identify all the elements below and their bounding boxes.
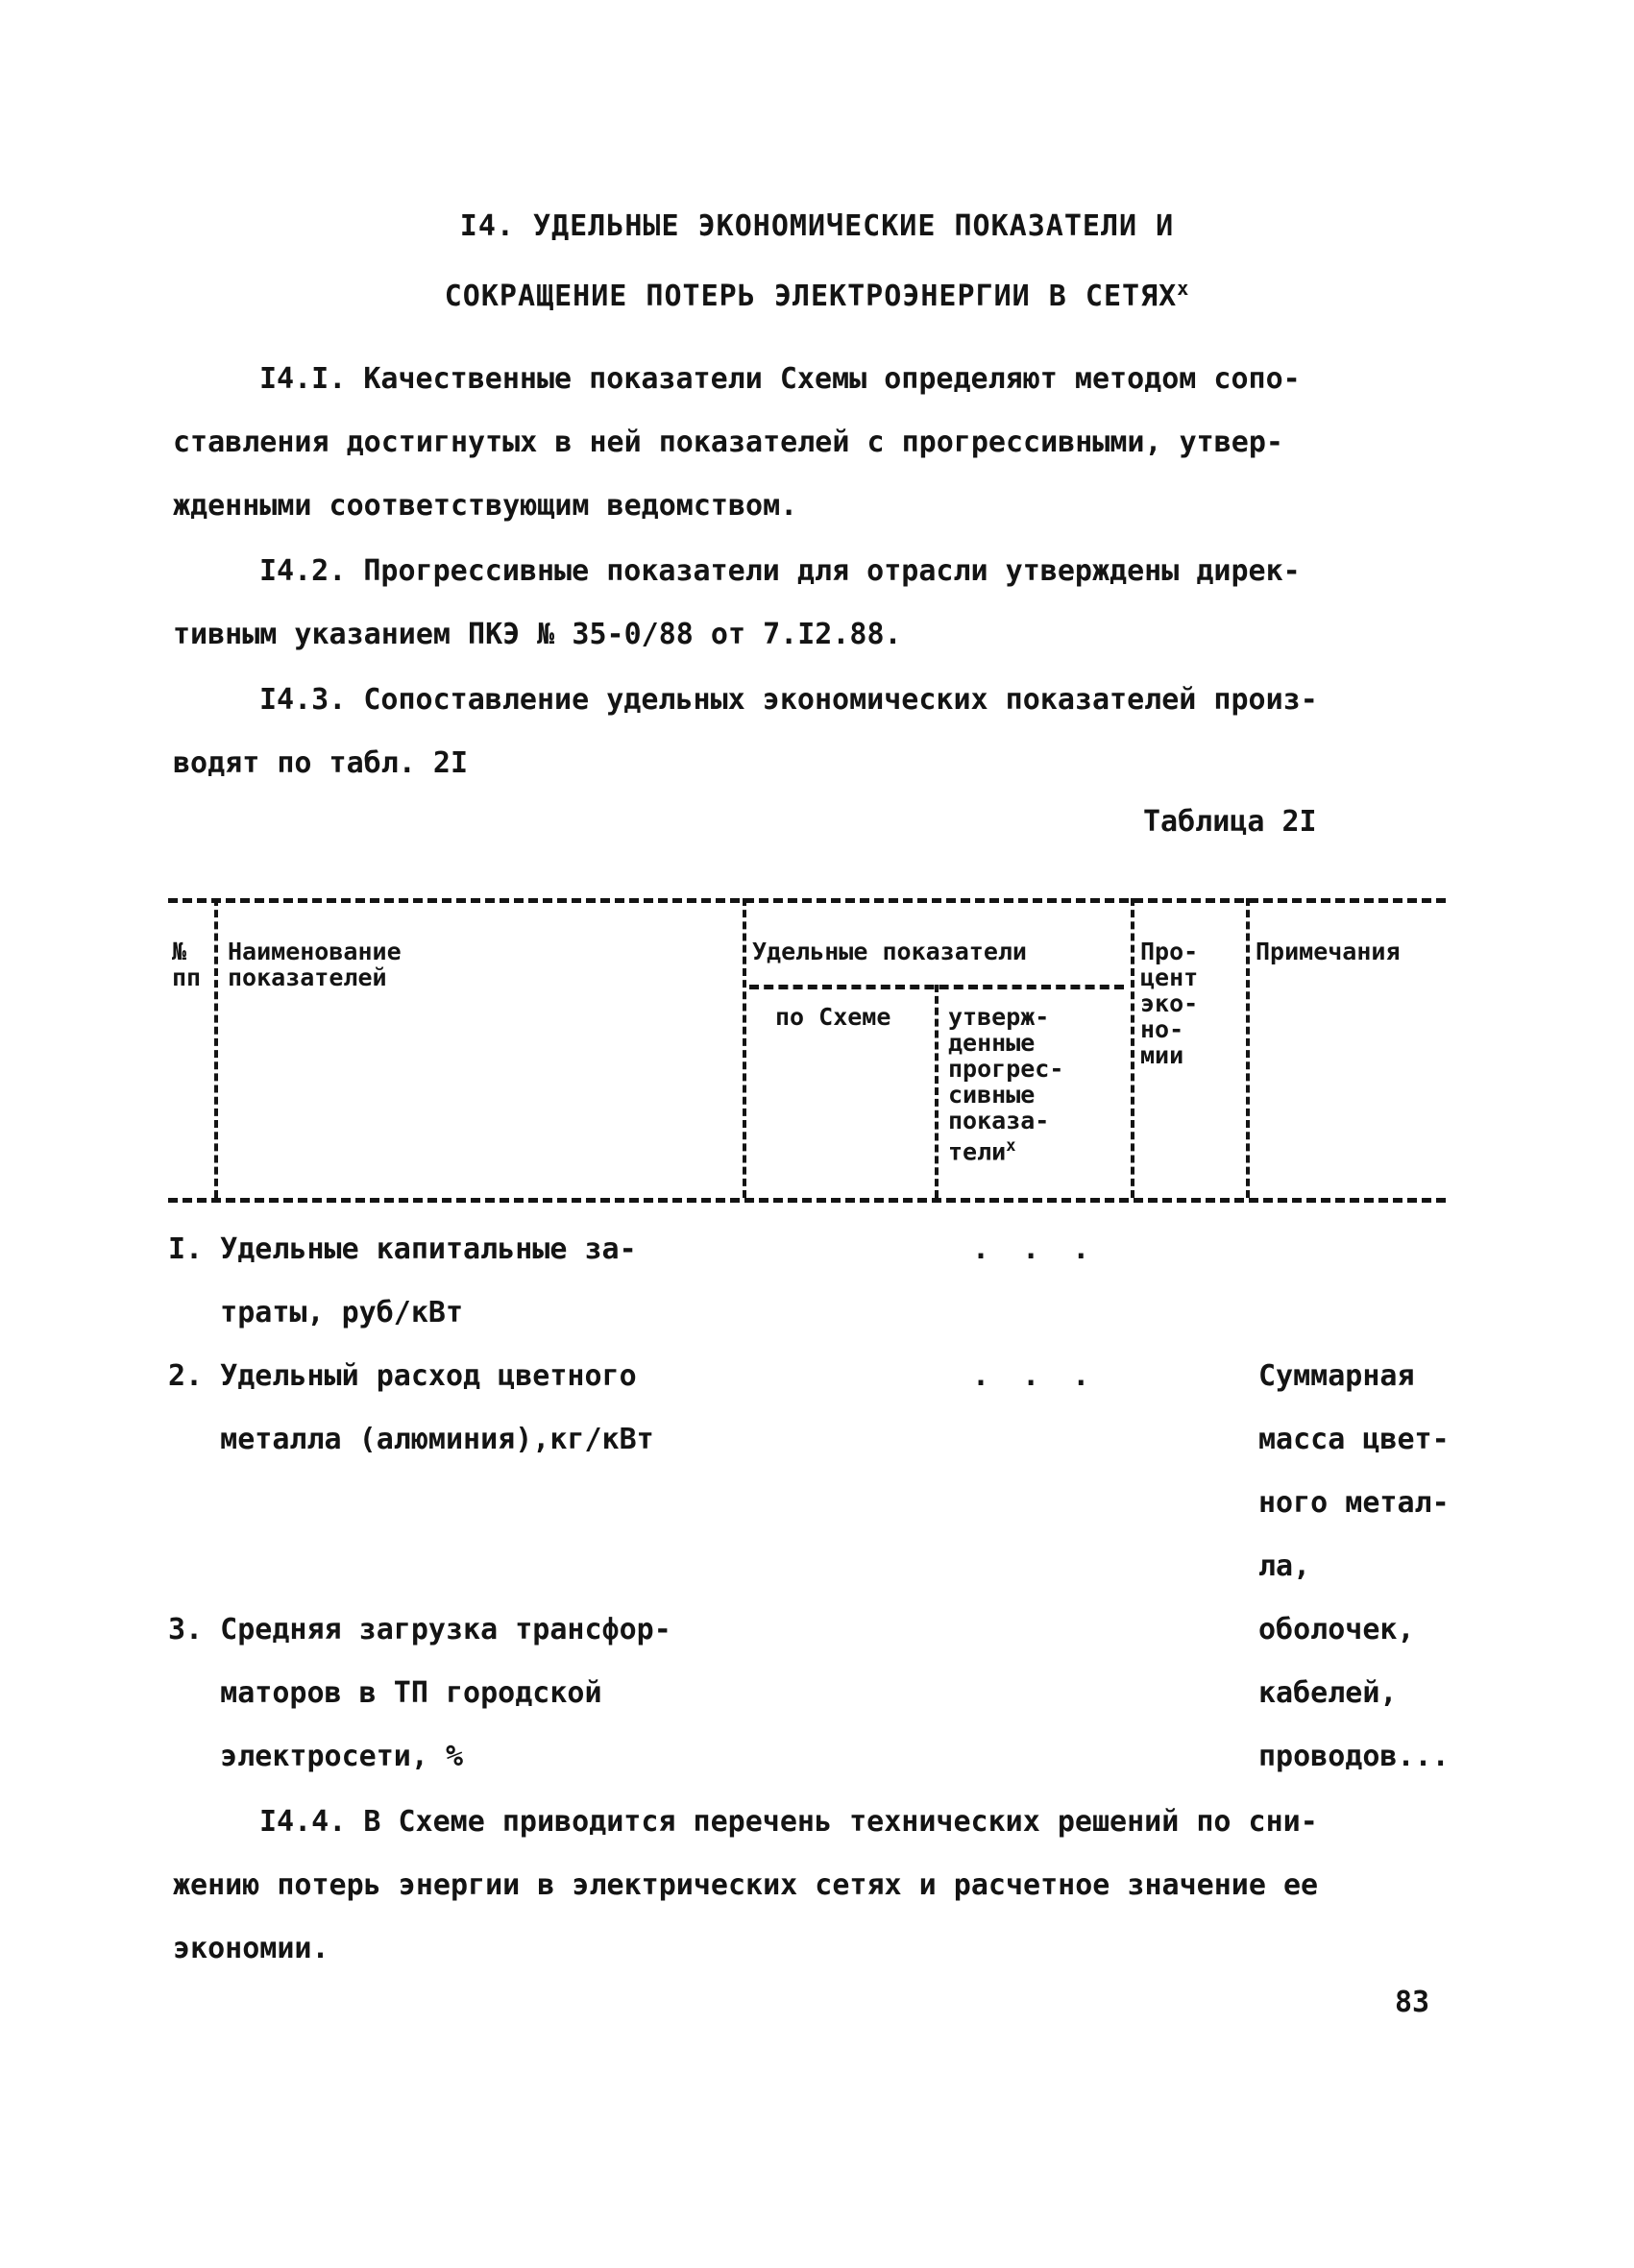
section-heading-line-1 bbox=[0, 209, 1634, 243]
header-num: № пп bbox=[172, 938, 202, 991]
column-divider bbox=[743, 898, 746, 1198]
page-number: 83 bbox=[1395, 1986, 1430, 2019]
paragraph-line: I4.I. Качественные показатели Схемы определяют методом сопо- bbox=[259, 362, 1301, 396]
table-notes-cell: Суммарная масса цвет- ного метал- ла, оболочек, кабелей, проводов... bbox=[1258, 1359, 1450, 1773]
heading-footnote-mark: х bbox=[1177, 277, 1190, 300]
heading-text-1: I4. УДЕЛЬНЫЕ ЭКОНОМИЧЕСКИЕ ПОКАЗАТЕЛИ И bbox=[459, 209, 1175, 243]
header-percent: Про- цент эко- но- мии bbox=[1140, 938, 1199, 1069]
header-approved-text: утверж- денные прогрес- сивные показа- тели bbox=[948, 1003, 1064, 1166]
table-caption: Таблица 2I bbox=[1143, 805, 1317, 839]
paragraph-line: ставления достигнутых в ней показателей с прогрессивными, утвер- bbox=[173, 426, 1283, 459]
paragraph-line: тивным указанием ПКЭ № 35-0/88 от 7.I2.88. bbox=[173, 618, 902, 651]
table-bottom-rule bbox=[168, 1198, 1446, 1203]
header-approved-mark: х bbox=[1006, 1136, 1016, 1156]
paragraph-14-2 bbox=[173, 540, 1451, 667]
column-divider bbox=[214, 898, 218, 1198]
paragraph-line: жению потерь энергии в электрических сетях и расчетное значение ее bbox=[173, 1868, 1319, 1902]
header-by-scheme: по Схеме bbox=[775, 1003, 891, 1031]
paragraph-line: I4.3. Сопоставление удельных экономических показателей произ- bbox=[259, 683, 1318, 717]
table-row-1-value: . . . bbox=[972, 1232, 1098, 1266]
paragraph-line: I4.2. Прогрессивные показатели для отрасли утверждены дирек- bbox=[259, 554, 1301, 588]
paragraph-14-3 bbox=[173, 669, 1451, 795]
table-row-1: I. Удельные капитальные за- траты, руб/кВт bbox=[168, 1232, 637, 1329]
paragraph-line: I4.4. В Схеме приводится перечень технических решений по сни- bbox=[259, 1805, 1318, 1839]
table-row-2: 2. Удельный расход цветного металла (алюминия),кг/кВт bbox=[168, 1359, 654, 1456]
header-notes: Примечания bbox=[1256, 938, 1401, 965]
table-row-3: 3. Средняя загрузка трансфор- маторов в ТП городской электросети, % bbox=[168, 1613, 671, 1773]
heading-text-2: СОКРАЩЕНИЕ ПОТЕРЬ ЭЛЕКТРОЭНЕРГИИ В СЕТЯХ bbox=[444, 280, 1178, 313]
column-divider bbox=[935, 985, 939, 1198]
table-header bbox=[168, 898, 1446, 1206]
header-group: Удельные показатели bbox=[752, 938, 1027, 965]
paragraph-14-1 bbox=[173, 348, 1451, 538]
paragraph-14-4 bbox=[173, 1791, 1451, 1981]
paragraph-line: водят по табл. 2I bbox=[173, 746, 469, 780]
section-heading-line-2 bbox=[0, 277, 1634, 313]
header-approved bbox=[948, 1004, 1063, 1164]
header-name: Наименование показателей bbox=[228, 938, 402, 991]
column-divider bbox=[1131, 898, 1134, 1198]
paragraph-line: экономии. bbox=[173, 1932, 329, 1965]
paragraph-line: жденными соответствующим ведомством. bbox=[173, 489, 798, 523]
table-top-rule bbox=[168, 898, 1446, 903]
column-divider bbox=[1246, 898, 1250, 1198]
table-row-2-value: . . . bbox=[972, 1359, 1098, 1393]
